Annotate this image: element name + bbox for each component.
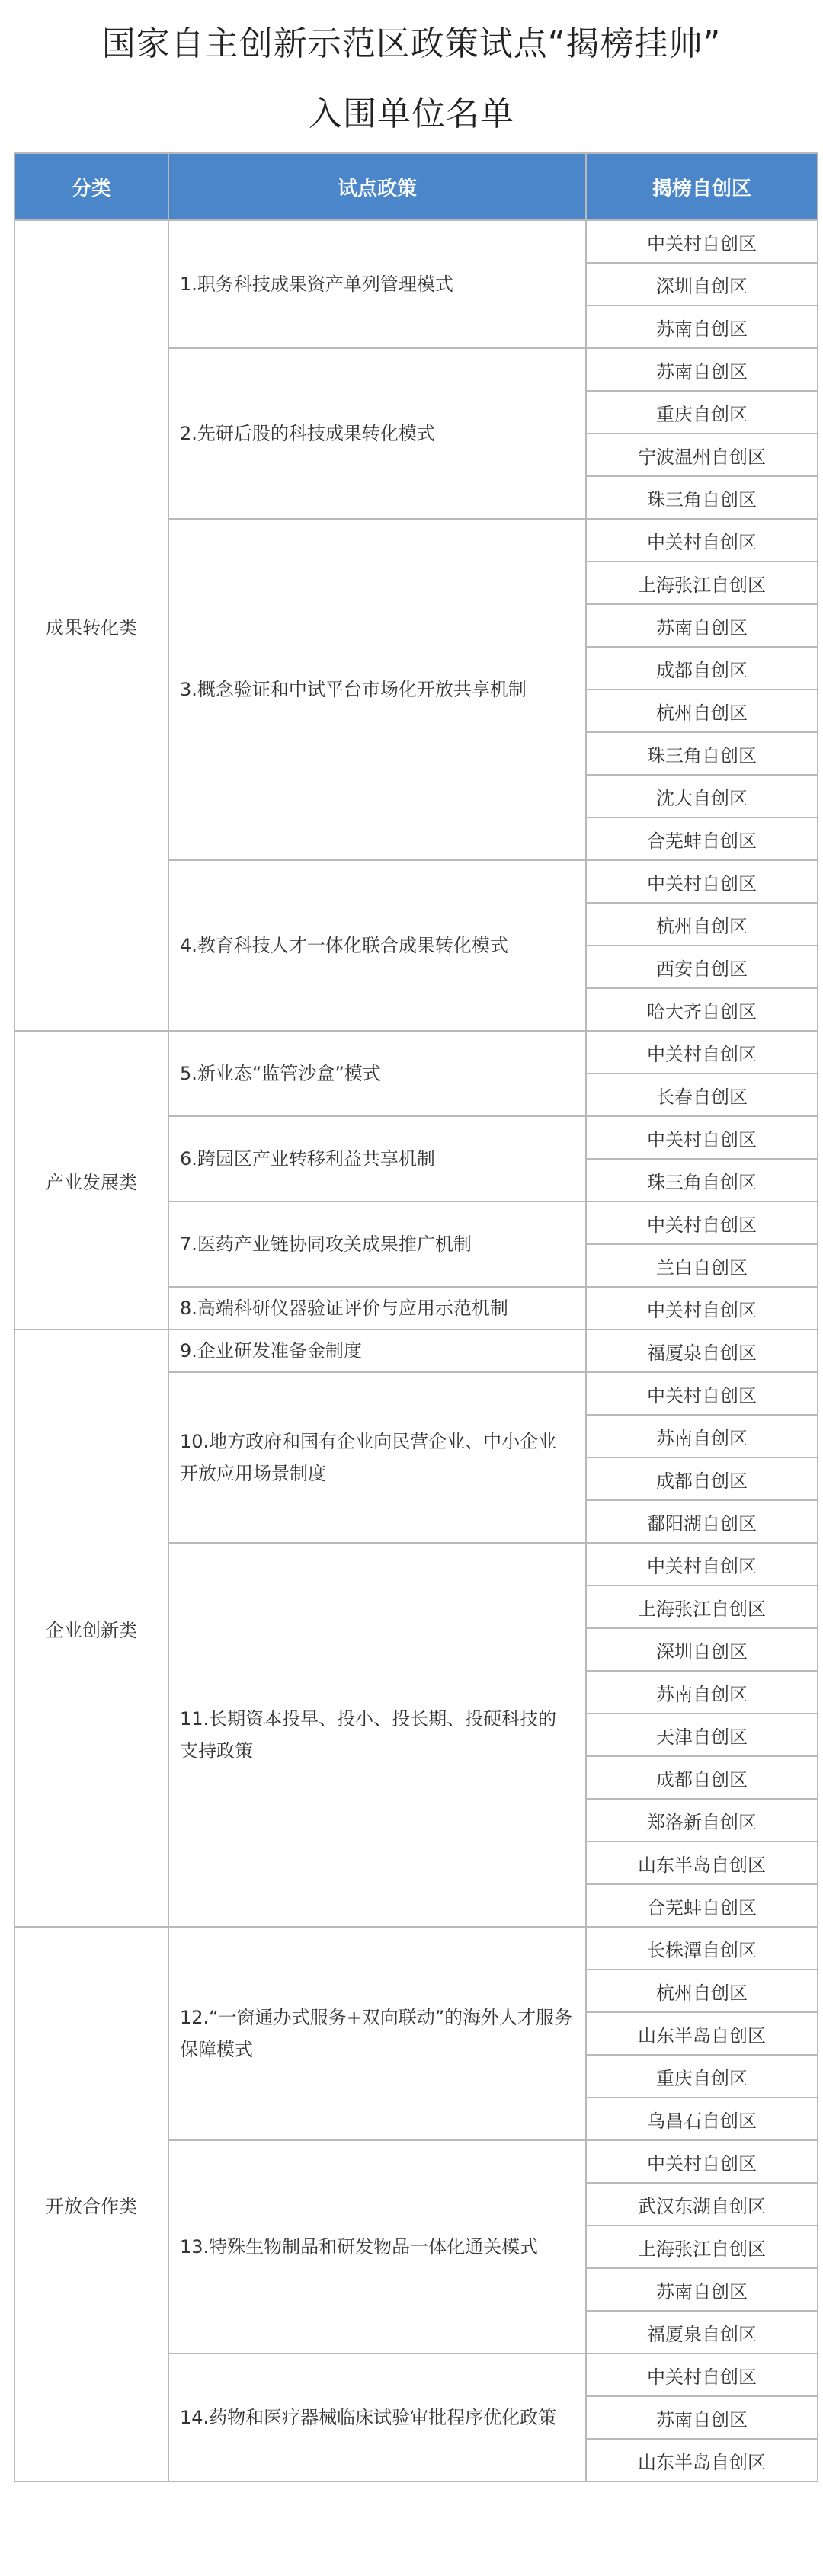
zone-cell: 中关村自创区 (586, 2354, 818, 2396)
zone-cell: 乌昌石自创区 (586, 2098, 818, 2140)
category-cell: 企业创新类 (14, 1330, 168, 1927)
zone-cell: 珠三角自创区 (586, 1159, 818, 1202)
header-category: 分类 (14, 153, 168, 220)
header-zone: 揭榜自创区 (586, 153, 818, 220)
zone-cell: 杭州自创区 (586, 690, 818, 732)
table-row (14, 1031, 818, 1074)
zone-cell: 苏南自创区 (586, 2268, 818, 2311)
zone-cell: 鄱阳湖自创区 (586, 1500, 818, 1543)
table-body (14, 220, 818, 2482)
policy-table-container (14, 152, 817, 2482)
zone-cell: 中关村自创区 (586, 1202, 818, 1244)
header-policy: 试点政策 (168, 153, 586, 220)
zone-cell: 宁波温州自创区 (586, 434, 818, 476)
zone-cell: 苏南自创区 (586, 604, 818, 647)
zone-cell: 中关村自创区 (586, 1287, 818, 1330)
zone-cell: 山东半岛自创区 (586, 2012, 818, 2055)
zone-cell: 杭州自创区 (586, 1970, 818, 2012)
policy-cell: 4.教育科技人才一体化联合成果转化模式 (168, 860, 586, 1031)
table-row (14, 220, 818, 263)
zone-cell: 长株潭自创区 (586, 1927, 818, 1970)
policy-cell: 1.职务科技成果资产单列管理模式 (168, 220, 586, 348)
zone-cell: 沈大自创区 (586, 775, 818, 818)
zone-cell: 福厦泉自创区 (586, 1330, 818, 1372)
zone-cell: 重庆自创区 (586, 2055, 818, 2098)
zone-cell: 合芜蚌自创区 (586, 818, 818, 860)
zone-cell: 山东半岛自创区 (586, 1842, 818, 1884)
zone-cell: 重庆自创区 (586, 391, 818, 434)
zone-cell: 中关村自创区 (586, 2140, 818, 2183)
zone-cell: 上海张江自创区 (586, 1586, 818, 1628)
policy-cell: 12.“一窗通办式服务+双向联动”的海外人才服务保障模式 (168, 1927, 586, 2140)
zone-cell: 中关村自创区 (586, 860, 818, 903)
zone-cell: 福厦泉自创区 (586, 2311, 818, 2354)
zone-cell: 成都自创区 (586, 647, 818, 690)
zone-cell: 中关村自创区 (586, 220, 818, 263)
zone-cell: 中关村自创区 (586, 1116, 818, 1159)
zone-cell: 苏南自创区 (586, 1671, 818, 1714)
policy-cell: 7.医药产业链协同攻关成果推广机制 (168, 1202, 586, 1287)
zone-cell: 中关村自创区 (586, 519, 818, 562)
policy-cell: 10.地方政府和国有企业向民营企业、中小企业开放应用场景制度 (168, 1372, 586, 1543)
zone-cell: 山东半岛自创区 (586, 2439, 818, 2482)
policy-cell: 14.药物和医疗器械临床试验审批程序优化政策 (168, 2354, 586, 2482)
policy-cell: 5.新业态“监管沙盒”模式 (168, 1031, 586, 1116)
policy-cell: 11.长期资本投早、投小、投长期、投硬科技的支持政策 (168, 1543, 586, 1927)
zone-cell: 西安自创区 (586, 946, 818, 988)
zone-cell: 杭州自创区 (586, 903, 818, 946)
zone-cell: 长春自创区 (586, 1074, 818, 1116)
table-row (14, 1330, 818, 1372)
policy-cell: 2.先研后股的科技成果转化模式 (168, 348, 586, 519)
zone-cell: 上海张江自创区 (586, 562, 818, 604)
zone-cell: 天津自创区 (586, 1714, 818, 1756)
page-subtitle: 入围单位名单 (309, 94, 514, 133)
zone-cell: 上海张江自创区 (586, 2226, 818, 2268)
policy-cell: 13.特殊生物制品和研发物品一体化通关模式 (168, 2140, 586, 2354)
policy-cell: 6.跨园区产业转移利益共享机制 (168, 1116, 586, 1202)
zone-cell: 成都自创区 (586, 1458, 818, 1500)
table-header-row (14, 153, 818, 220)
zone-cell: 苏南自创区 (586, 348, 818, 391)
zone-cell: 苏南自创区 (586, 1415, 818, 1458)
zone-cell: 哈大齐自创区 (586, 988, 818, 1031)
zone-cell: 武汉东湖自创区 (586, 2183, 818, 2226)
category-cell: 成果转化类 (14, 220, 168, 1031)
zone-cell: 苏南自创区 (586, 306, 818, 348)
zone-cell: 兰白自创区 (586, 1244, 818, 1287)
zone-cell: 珠三角自创区 (586, 732, 818, 775)
zone-cell: 成都自创区 (586, 1756, 818, 1799)
table-row (14, 1927, 818, 1970)
zone-cell: 中关村自创区 (586, 1543, 818, 1586)
category-cell: 开放合作类 (14, 1927, 168, 2482)
policy-cell: 9.企业研发准备金制度 (168, 1330, 586, 1372)
zone-cell: 珠三角自创区 (586, 476, 818, 519)
zone-cell: 郑洛新自创区 (586, 1799, 818, 1842)
policy-cell: 8.高端科研仪器验证评价与应用示范机制 (168, 1287, 586, 1330)
zone-cell: 中关村自创区 (586, 1372, 818, 1415)
zone-cell: 中关村自创区 (586, 1031, 818, 1074)
page-title: 国家自主创新示范区政策试点“揭榜挂帅” (101, 24, 722, 63)
zone-cell: 合芜蚌自创区 (586, 1884, 818, 1927)
category-cell: 产业发展类 (14, 1031, 168, 1330)
zone-cell: 深圳自创区 (586, 1628, 818, 1671)
zone-cell: 深圳自创区 (586, 263, 818, 306)
policy-table (14, 152, 818, 2482)
policy-cell: 3.概念验证和中试平台市场化开放共享机制 (168, 519, 586, 860)
zone-cell: 苏南自创区 (586, 2396, 818, 2439)
